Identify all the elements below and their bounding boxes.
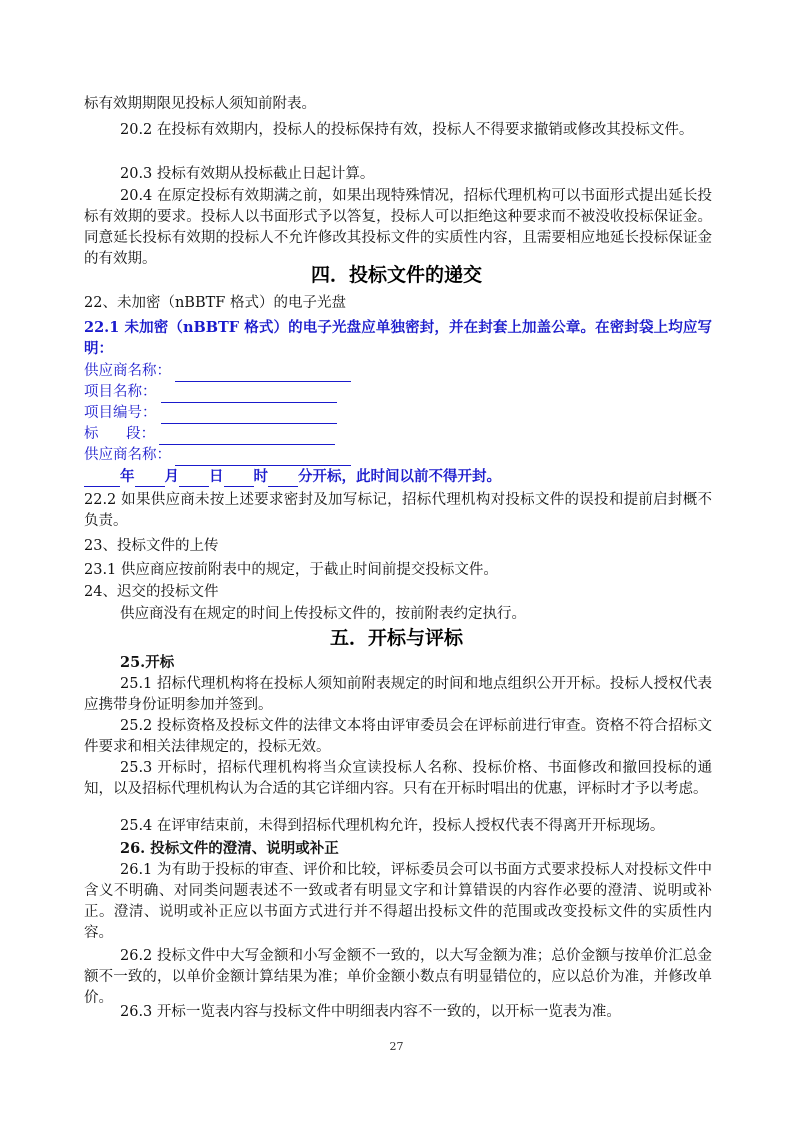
opening-datetime-line: [84, 466, 501, 487]
day-label: 日: [209, 468, 224, 485]
subheading-25: 25.开标: [120, 654, 175, 671]
field-supplier-name: [84, 361, 351, 382]
field-supplier-name-2: [84, 445, 351, 466]
paragraph-24-body: 供应商没有在规定的时间上传投标文件的，按前附表约定执行。: [120, 606, 526, 622]
blank-line: [175, 366, 351, 382]
page-number: 27: [389, 1040, 404, 1053]
field-project-name: [84, 382, 337, 403]
blank-line: [161, 387, 337, 403]
section-heading-4: 四．投标文件的递交: [310, 264, 482, 286]
paragraph-25-2: 25.2 投标资格及投标文件的法律文本将由评审委员会在评标前进行审查。资格不符合招标文件要求和相关法律规定的，投标无效。: [84, 718, 712, 755]
blank-line: [84, 471, 120, 487]
subheading-26: 26. 投标文件的澄清、说明或补正: [120, 840, 339, 857]
paragraph-26-2: 26.2 投标文件中大写金额和小写金额不一致的，以大写金额为准；总价金额与按单价汇总金额不一致的，以单价金额计算结果为准；单价金额小数点有明显错位的，应以总价为准，并修改单价。: [84, 948, 712, 1006]
paragraph-23-1: 23.1 供应商应按前附表中的规定，于截止时间前提交投标文件。: [84, 562, 498, 578]
paragraph-22-2: 22.2 如果供应商未按上述要求密封及加写标记，招标代理机构对投标文件的误投和提前启封概不负责。: [84, 492, 712, 529]
paragraph-26-3: 26.3 开标一览表内容与投标文件中明细表内容不一致的，以开标一览表为准。: [120, 1004, 621, 1020]
paragraph-20-1-tail: 标有效期期限见投标人须知前附表。: [84, 96, 316, 112]
paragraph-22-1: 22.1 未加密（nBBTF 格式）的电子光盘应单独密封，并在封套上加盖公章。在密封袋上均应写明：: [84, 319, 712, 357]
field-project-number: [84, 403, 337, 424]
paragraph-25-1: 25.1 招标代理机构将在投标人须知前附表规定的时间和地点组织公开开标。投标人授权代表应携带身份证明参加并签到。: [84, 676, 712, 713]
item-22-heading: 22、未加密（nBBTF 格式）的电子光盘: [84, 295, 346, 311]
paragraph-20-2: 20.2 在投标有效期内，投标人的投标保持有效，投标人不得要求撤销或修改其投标文件。: [120, 122, 694, 138]
field-label: 供应商名称：: [84, 363, 171, 379]
paragraph-20-3: 20.3 投标有效期从投标截止日起计算。: [120, 166, 375, 182]
paragraph-25-3: 25.3 开标时，招标代理机构将当众宣读投标人名称、投标价格、书面修改和撤回投标的通知，以及招标代理机构认为合适的其它详细内容。只有在开标时唱出的优惠，评标时才予以考虑。: [84, 760, 712, 797]
month-label: 月: [164, 468, 179, 485]
blank-line: [159, 429, 335, 445]
item-24-heading: 24、迟交的投标文件: [84, 584, 219, 600]
blank-line: [175, 450, 351, 466]
opening-note: 分开标，此时间以前不得开封。: [298, 468, 501, 485]
paragraph-20-4: 20.4 在原定投标有效期满之前，如果出现特殊情况，招标代理机构可以书面形式提出延长投标有效期的要求。投标人以书面形式予以答复，投标人可以拒绝这种要求而不被没收投标保证金。同意延长投标有效期的投标人不允许修改其投标文件的实质性内容，且需要相应地延长投标保证金的有效期。: [84, 188, 712, 267]
hour-label: 时: [253, 468, 268, 485]
paragraph-25-4: 25.4 在评审结束前，未得到招标代理机构允许，投标人授权代表不得离开开标现场。: [120, 818, 665, 834]
paragraph-26-1: 26.1 为有助于投标的审查、评价和比较，评标委员会可以书面方式要求投标人对投标文件中含义不明确、对同类问题表述不一致或者有明显文字和计算错误的内容作必要的澄清、说明或补正。澄清、说明或补正应以书面方式进行并不得超出投标文件的范围或改变投标文件的实质性内容。: [84, 862, 712, 941]
item-23-heading: 23、投标文件的上传: [84, 538, 219, 554]
field-label: 供应商名称：: [84, 447, 171, 463]
blank-line: [224, 471, 254, 487]
year-label: 年: [120, 468, 135, 485]
blank-line: [268, 471, 298, 487]
blank-line: [179, 471, 209, 487]
field-label: 项目编号：: [84, 405, 157, 421]
field-label: 项目名称：: [84, 384, 157, 400]
section-heading-5: 五．开标与评标: [329, 627, 463, 649]
field-lot: [84, 424, 335, 445]
field-label: 标 段：: [84, 426, 156, 442]
blank-line: [161, 408, 337, 424]
blank-line: [135, 471, 165, 487]
